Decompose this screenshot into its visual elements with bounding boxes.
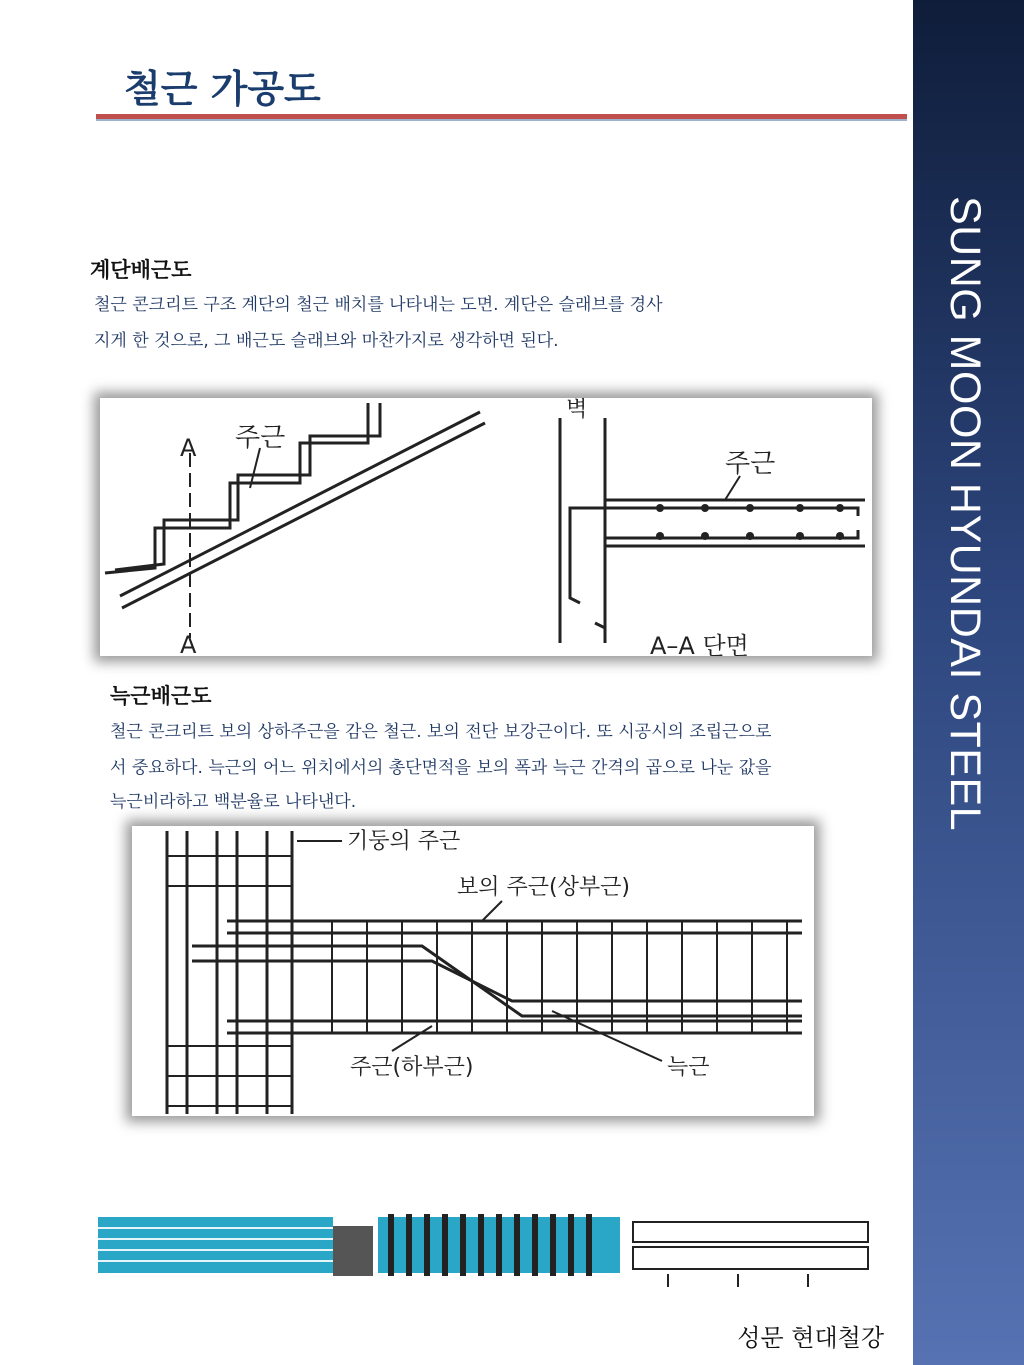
title-divider [96,114,907,121]
stirrup-paragraph-line: 서 중요하다. 늑근의 어느 위치에서의 총단면적을 보의 폭과 늑근 간격의 곱으로 나눈 값을 [110,758,772,778]
stirrup-paragraph-line: 늑근비라하고 백분율로 나타낸다. [110,792,357,812]
stair-section-heading: 계단배근도 [90,258,192,282]
stair-main-rebar-label: 주근 [235,423,286,453]
sidebar-brand-text: SUNG MOON HYUNDAI STEEL [941,196,989,832]
stirrup-label: 늑근 [667,1055,710,1080]
beam-top-rebar-label: 보의 주근(상부근) [457,875,630,900]
stirrup-section-heading: 늑근배근도 [110,684,212,708]
footer-company-name: 성문 현대철강 [737,1324,884,1352]
wall-label: 벽 [566,398,588,422]
right-main-rebar-label: 주근 [725,449,776,479]
stirrup-rebar-diagram [132,826,814,1116]
section-mark-bottom: A [180,631,197,656]
machine-line-illustration [98,1212,886,1294]
stair-paragraph-line: 지게 한 것으로, 그 배근도 슬래브와 마찬가지로 생각하면 된다. [94,331,559,351]
stair-paragraph-line: 철근 콘크리트 구조 계단의 철근 배치를 나타내는 도면. 계단은 슬래브를 경사 [94,295,663,315]
section-caption: A–A 단면 [650,632,749,656]
stirrup-paragraph-line: 철근 콘크리트 보의 상하주근을 감은 철근. 보의 전단 보강근이다. 또 시공시의 조립근으로 [110,722,772,742]
beam-bottom-rebar-label: 주근(하부근) [350,1055,474,1080]
section-mark-top: A [180,434,197,462]
stair-rebar-diagram [100,398,872,656]
column-main-rebar-label: 기둥의 주근 [347,829,461,854]
page-title: 철근 가공도 [124,67,321,111]
